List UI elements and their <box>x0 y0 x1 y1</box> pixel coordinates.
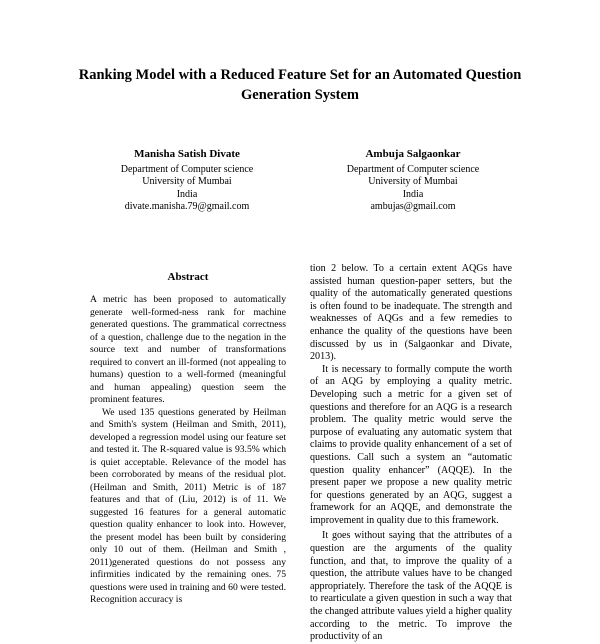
body-paragraph-1: tion 2 below. To a certain extent AQGs have assisted human question-paper setters, but the quality of the automatically generated questions is often found to be inadequate. The strength and weaknesses of AQGs and a few remedies to enhance the quality of the questions have been discussed by us in (Salgaonkar and Divate, 2013). <box>310 263 512 363</box>
body-column-right <box>310 263 512 643</box>
abstract-paragraph-1: A metric has been proposed to automatically generate well-formed-ness rank for machine generated questions. The grammatical correctness of a question, challenge due to the negation in the source text and number of transformations required to convert an ill-formed (not appealing to humans) question to a well-formed (meaningful and human appealing) question seem the prominent features. <box>90 294 286 405</box>
body-paragraph-3: It goes without saying that the attributes of a question are the arguments of the quality function, and that, to improve the quality of a question, the attribute values have to be changed appropriately. Therefore the task of the AQQE is to rearticulate a given question in such a way that the changed attribute values yield a higher quality according to the metric. To improve the productivity of an <box>310 530 512 643</box>
author-country: India <box>176 188 198 200</box>
author-email: divate.manisha.79@gmail.com <box>124 201 250 212</box>
body-paragraph-2: It is necessary to formally compute the worth of an AQG by employing a quality metric. Developing such a metric for a given set of questions and therefore for an AQG is a research problem. The quality metric would serve the purpose of evaluating any automatic system that claims to provide quality enhancement of a set of questions. Call such a system an “automatic question quality enhancer” (AQQE). In the present paper we propose a new quality metric for questions generated by an AQG, suggest a framework for an AQQE, and demonstrate the improvement in quality due to this framework. <box>310 363 512 526</box>
author-department: Department of Computer science <box>346 163 480 175</box>
abstract-column <box>90 294 286 605</box>
paper-title-line-1: Ranking Model with a Reduced Feature Set for an Automated Question <box>78 67 522 83</box>
author-country: India <box>402 188 424 200</box>
abstract-heading: Abstract <box>167 271 209 283</box>
author-university: University of Mumbai <box>368 176 458 187</box>
author-block-1 <box>92 148 282 214</box>
abstract-paragraph-2: We used 135 questions generated by Heilman and Smith's system (Heilman and Smith, 2011), developed a regression model using our feature set and tested it. The R-squared value is 93.5% which is quiet acceptable. Relevance of the model has been corroborated by means of the residual plot. (Heilman and Smith, 2011) Metric is of 187 features and that of (Liu, 2012) is of 11. We suggested 16 features for a general automatic question quality enhancer to look into. However, the present model has been built by considering only 10 out of them. (Heilman and Smith , 2011)generated questions do not possess any infirmities indicated by the remaining ones. 75 questions were used in training and 60 were tested. Recognition accuracy is <box>90 406 286 605</box>
author-department: Department of Computer science <box>120 163 254 175</box>
author-email: ambujas@gmail.com <box>370 201 456 212</box>
paper-title <box>40 65 560 105</box>
author-block-2 <box>318 148 508 214</box>
author-name: Ambuja Salgaonkar <box>365 148 461 160</box>
author-name: Manisha Satish Divate <box>134 148 240 160</box>
paper-title-line-2: Generation System <box>241 87 359 103</box>
author-university: University of Mumbai <box>142 176 232 187</box>
